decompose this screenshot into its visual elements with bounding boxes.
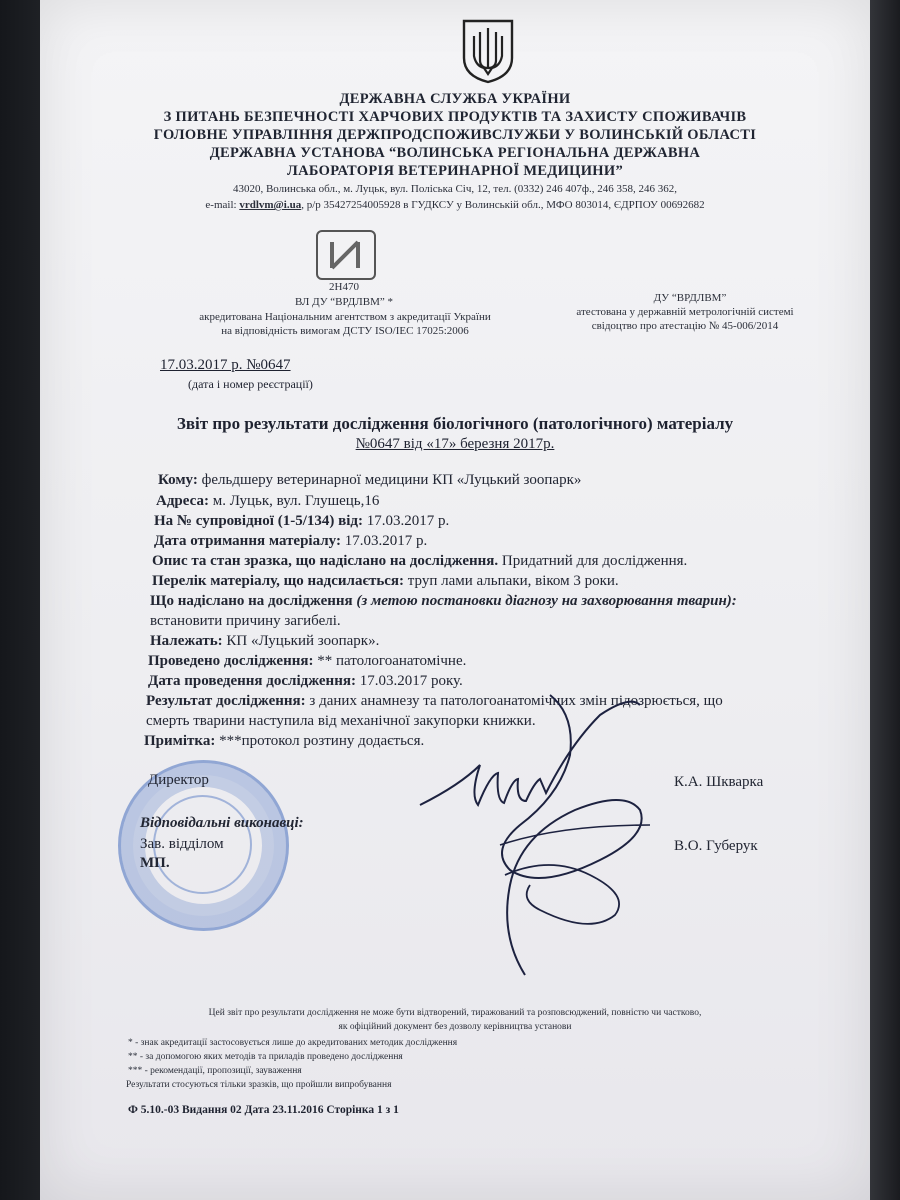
field-owner [150, 633, 379, 650]
field-material-list [152, 573, 619, 590]
field-purpose-label: Що надіслано на дослідження [150, 593, 353, 609]
field-owner-label: Належать: [150, 633, 223, 649]
field-list-value: труп лами альпаки, віком 3 роки. [404, 573, 619, 589]
field-study-label: Проведено дослідження: [148, 653, 314, 669]
report-subtitle: №0647 від «17» березня 2017р. [355, 436, 555, 452]
signature-seal-label: МП. [140, 855, 170, 871]
field-study-value: ** патологоанатомічне. [313, 653, 467, 669]
bank-details: , р/р 35427254005928 в ГУДКСУ у Волинській обл., МФО 803014, ЄДРПОУ 00692682 [301, 199, 705, 211]
registration-value: 17.03.2017 р. №0647 [160, 357, 291, 373]
footer-form-code: Ф 5.10.-03 Видання 02 Дата 23.11.2016 Сторінка 1 з 1 [128, 1104, 399, 1116]
signature-director-name: К.А. Шкварка [674, 774, 764, 790]
accreditation-right-line-1: атестована у державній метрологічній системі [576, 306, 794, 318]
accreditation-symbol-icon [318, 232, 374, 278]
field-purpose-value: встановити причину загибелі. [150, 613, 341, 629]
field-received-label: Дата отримання матеріалу: [154, 533, 341, 549]
field-received-value: 17.03.2017 р. [340, 533, 428, 549]
header-line-2: З ПИТАНЬ БЕЗПЕЧНОСТІ ХАРЧОВИХ ПРОДУКТІВ ТА ЗАХИСТУ СПОЖИВАЧІВ [163, 109, 747, 125]
email-prefix: e-mail: [205, 199, 240, 211]
signature-head-name: В.О. Губерук [674, 838, 758, 854]
field-to-label: Кому: [158, 472, 198, 488]
accreditation-left-line-1: акредитована Національним агентством з акредитації України [199, 311, 491, 323]
signature-head-label: Зав. відділом [140, 836, 224, 852]
signature-director-label: Директор [148, 772, 209, 788]
field-date-value: 17.03.2017 року. [355, 673, 463, 689]
document-page [40, 0, 870, 1200]
field-cover-value: 17.03.2017 р. [362, 513, 450, 529]
field-note [144, 733, 424, 750]
field-address-value: м. Луцьк, вул. Глушець,16 [208, 493, 380, 509]
accreditation-mark-icon [316, 230, 376, 280]
field-result-value-1: з даних анамнезу та патологоанатомічних змін підозрюється, що [305, 693, 723, 709]
registration-caption: (дата і номер реєстрації) [188, 377, 313, 391]
field-note-label: Примітка: [144, 733, 216, 749]
field-received [154, 533, 427, 550]
field-sample [152, 553, 687, 570]
field-result-label: Результат дослідження: [146, 693, 306, 709]
header-contacts [40, 199, 870, 211]
field-cover-letter [154, 513, 449, 530]
handwritten-signatures [400, 675, 710, 995]
accreditation-right-title: ДУ “ВРДЛВМ” [653, 292, 727, 304]
coat-of-arms-icon [460, 18, 516, 84]
header-line-3: ГОЛОВНЕ УПРАВЛІННЯ ДЕРЖПРОДСПОЖИВСЛУЖБИ У ВОЛИНСЬКІЙ ОБЛАСТІ [153, 127, 757, 143]
footer-disclaimer-2: як офіційний документ без дозволу керівництва установи [338, 1022, 572, 1032]
field-address-label: Адреса: [156, 493, 209, 509]
footer-disclaimer-1: Цей звіт про результати дослідження не може бути відтворений, тиражований та розповсюджений, повністю чи частково, [208, 1008, 702, 1018]
field-to [158, 472, 581, 489]
footer-note-3: *** - рекомендації, пропозиції, зауваження [128, 1066, 302, 1076]
header-line-5: ЛАБОРАТОРІЯ ВЕТЕРИНАРНОЇ МЕДИЦИНИ” [286, 163, 624, 179]
accreditation-left-line-2: на відповідність вимогам ДСТУ ISO/IEC 17025:2006 [221, 325, 469, 337]
field-list-label: Перелік матеріалу, що надсилається: [152, 573, 405, 589]
signature-responsible-label: Відповідальні виконавці: [140, 815, 304, 831]
header-line-1: ДЕРЖАВНА СЛУЖБА УКРАЇНИ [339, 91, 571, 107]
field-owner-value: КП «Луцький зоопарк». [222, 633, 380, 649]
footer-note-1: * - знак акредитації застосовується лише до акредитованих методик дослідження [128, 1038, 458, 1048]
field-cover-label: На № супровідної (1-5/134) від: [154, 513, 363, 529]
field-sample-value: Придатний для дослідження. [498, 553, 688, 569]
field-address [156, 493, 379, 510]
accreditation-right-line-2: свідоцтво про атестацію № 45-006/2014 [591, 320, 779, 332]
field-result-value-2: смерть тварини наступила від механічної закупорки книжки. [146, 713, 536, 729]
email-link[interactable]: vrdlvm@i.ua [239, 199, 302, 211]
header-address: 43020, Волинська обл., м. Луцьк, вул. Поліська Січ, 12, тел. (0332) 246 407ф., 246 358, 246 362, [232, 183, 678, 195]
field-date-label: Дата проведення дослідження: [148, 673, 356, 689]
accreditation-code: 2H470 [329, 281, 359, 293]
field-note-value: ***протокол розтину додається. [215, 733, 425, 749]
footer-note-2: ** - за допомогою яких методів та приладів проведено дослідження [128, 1052, 403, 1062]
accreditation-left-title: ВЛ ДУ “ВРДЛВМ” * [294, 296, 394, 308]
field-study [148, 653, 466, 670]
field-purpose-note: (з метою постановки діагнозу на захворювання тварин): [352, 593, 737, 609]
footer-note-4: Результати стосуються тільки зразків, що пройшли випробування [126, 1080, 392, 1090]
field-to-value: фельдшеру ветеринарної медицини КП «Луцький зоопарк» [197, 472, 582, 488]
header-line-4: ДЕРЖАВНА УСТАНОВА “ВОЛИНСЬКА РЕГІОНАЛЬНА ДЕРЖАВНА [209, 145, 701, 161]
field-sample-label: Опис та стан зразка, що надіслано на дослідження. [152, 553, 499, 569]
report-title: Звіт про результати дослідження біологічного (патологічного) матеріалу [176, 414, 734, 433]
field-purpose [150, 593, 737, 610]
